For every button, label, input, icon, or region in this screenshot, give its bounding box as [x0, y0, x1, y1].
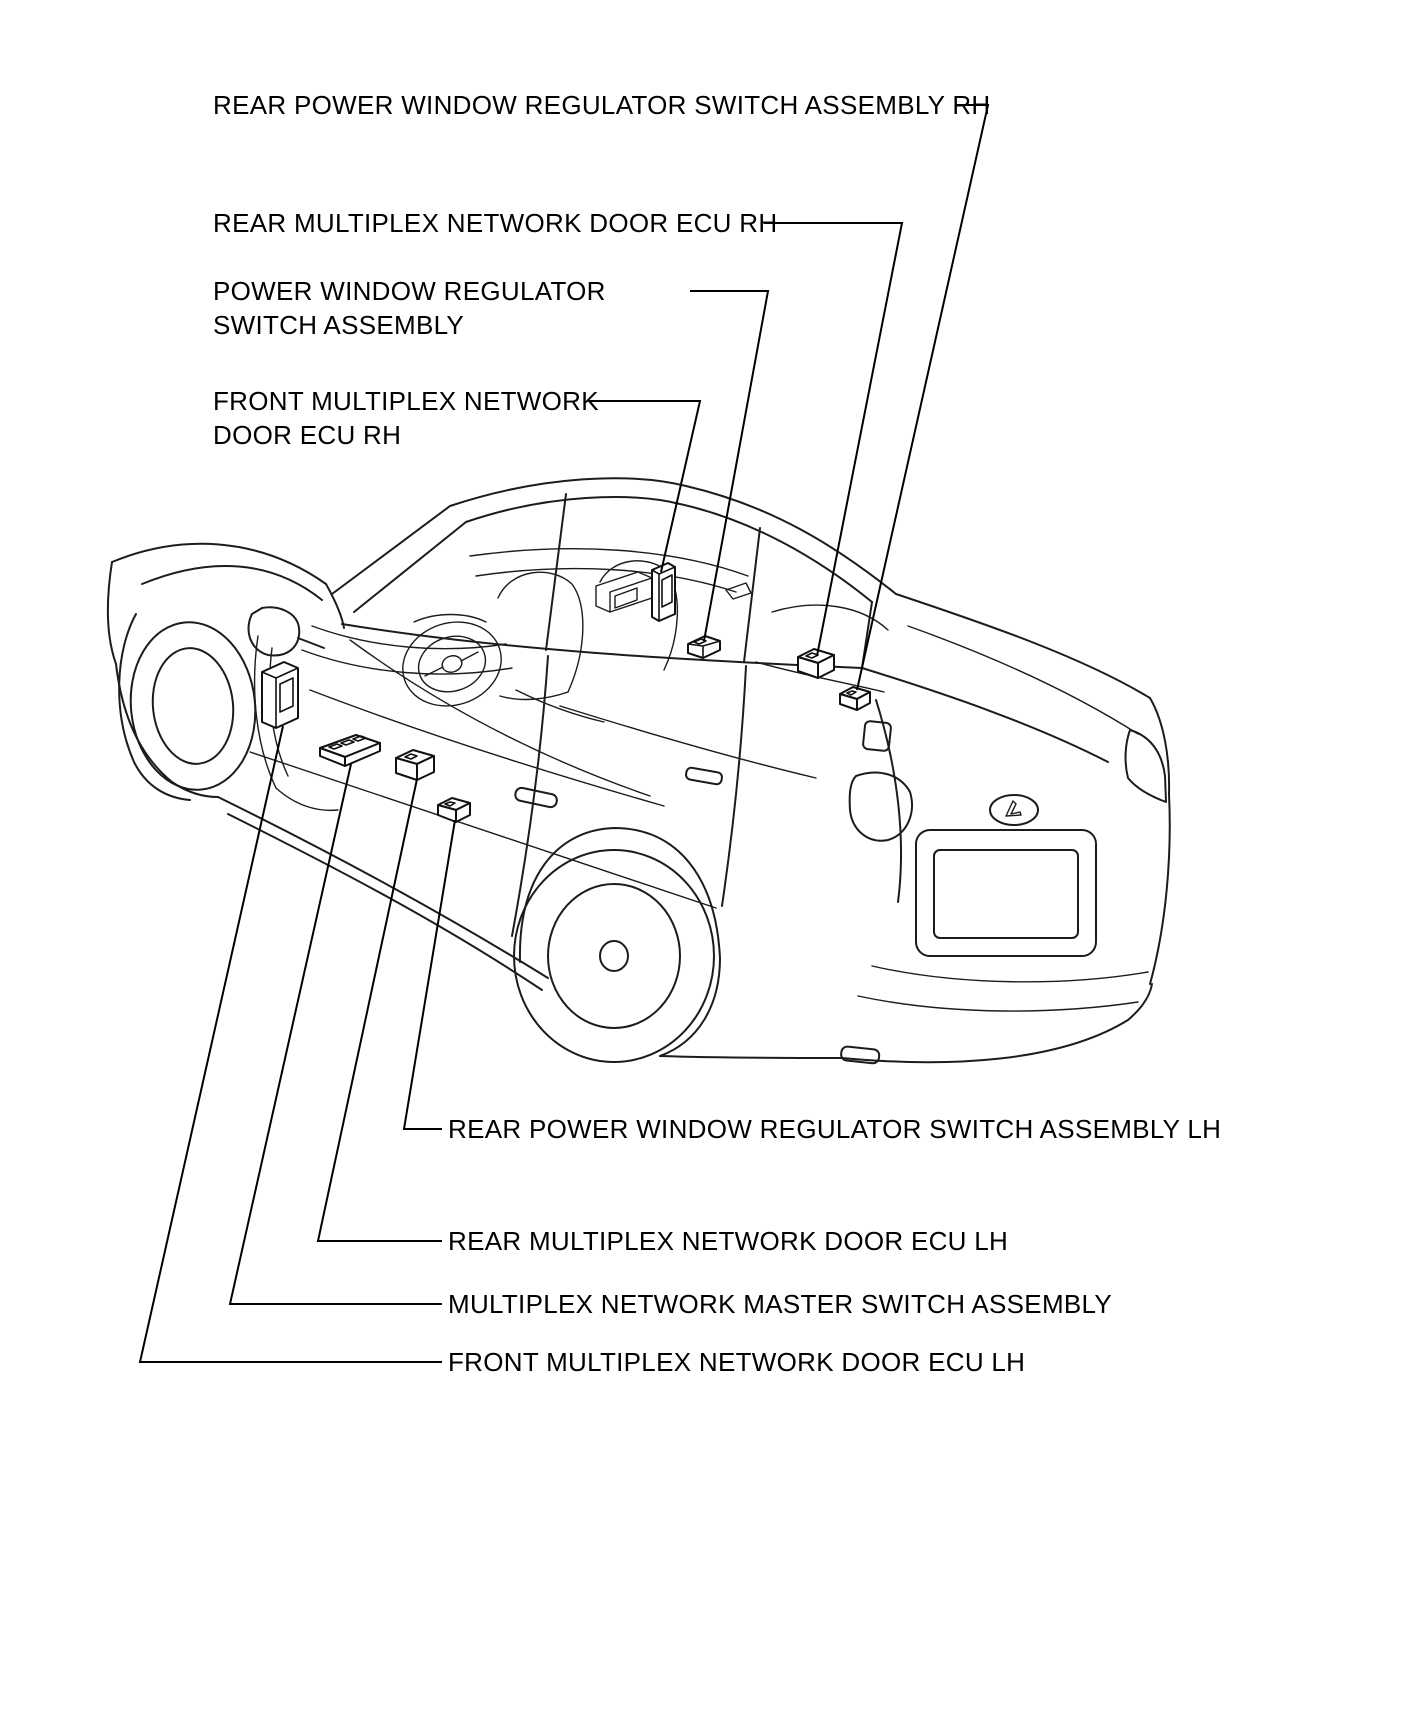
car-rear-end [660, 594, 1170, 1064]
rear-door-handle [685, 767, 723, 785]
label-rear-multiplex-door-ecu-rh: REAR MULTIPLEX NETWORK DOOR ECU RH [213, 208, 778, 238]
license-plate [934, 850, 1078, 938]
leader-rear-switch-lh [404, 820, 455, 1129]
steering-wheel [392, 610, 512, 719]
label-power-window-regulator-switch: POWER WINDOW REGULATOR SWITCH ASSEMBLY [213, 276, 606, 340]
car-roof-pillars [326, 478, 896, 668]
component-rear-power-window-switch-rh [840, 687, 870, 710]
brand-badge [990, 795, 1038, 825]
component-rear-multiplex-door-ecu-lh [396, 750, 434, 780]
component-front-multiplex-door-ecu-rh [652, 563, 675, 621]
front-wheel [123, 616, 264, 796]
rear-wheel [514, 828, 720, 1062]
front-door-handle [514, 787, 558, 808]
taillight-lh [850, 773, 912, 841]
component-front-multiplex-door-ecu-lh [262, 662, 298, 728]
label-rear-power-window-switch-rh: REAR POWER WINDOW REGULATOR SWITCH ASSEMBLY RH [213, 90, 991, 120]
label-front-multiplex-door-ecu-lh: FRONT MULTIPLEX NETWORK DOOR ECU LH [448, 1347, 1026, 1377]
component-rear-multiplex-door-ecu-rh [798, 649, 834, 678]
label-rear-power-window-switch-lh: REAR POWER WINDOW REGULATOR SWITCH ASSEMBLY LH [448, 1114, 1222, 1144]
brand-badge-letter [1006, 801, 1021, 816]
leader-master-switch [230, 764, 442, 1304]
mirror-rh [726, 583, 751, 599]
dash-module [596, 572, 652, 612]
component-multiplex-master-switch [320, 735, 380, 766]
leader-front-ecu-lh [140, 726, 442, 1362]
label-front-multiplex-door-ecu-rh: FRONT MULTIPLEX NETWORK DOOR ECU RH [213, 386, 599, 450]
label-rear-multiplex-door-ecu-lh: REAR MULTIPLEX NETWORK DOOR ECU LH [448, 1226, 1009, 1256]
car-body-side [218, 656, 891, 990]
component-rear-power-window-switch-lh [438, 798, 470, 822]
taillight-rh [1126, 730, 1166, 802]
label-multiplex-master-switch: MULTIPLEX NETWORK MASTER SWITCH ASSEMBLY [448, 1289, 1113, 1319]
car-illustration [108, 478, 1170, 1064]
leader-rear-ecu-rh [764, 223, 902, 656]
